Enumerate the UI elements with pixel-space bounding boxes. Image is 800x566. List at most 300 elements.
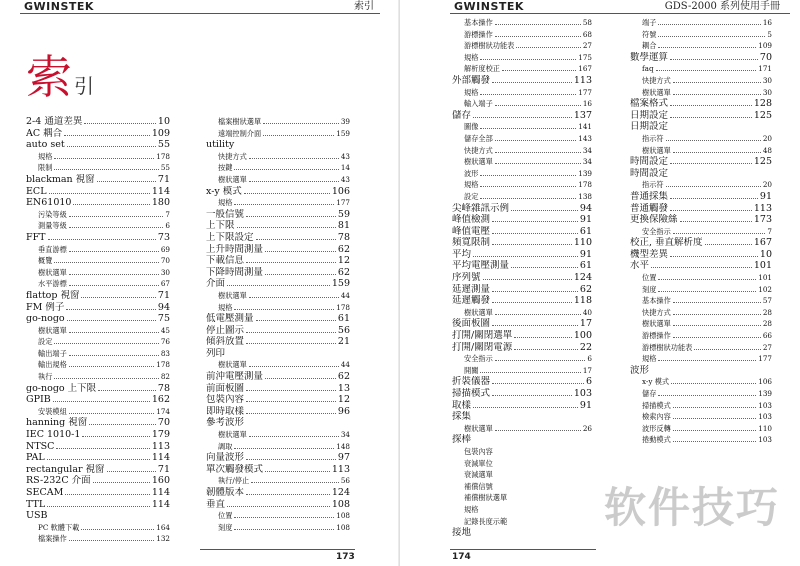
dot-leader — [263, 129, 334, 136]
index-page-ref: 28 — [762, 307, 772, 317]
index-entry — [206, 220, 350, 232]
index-term: 記錄長度示範 — [464, 516, 508, 526]
dot-leader — [492, 237, 572, 245]
index-page-ref: 102 — [758, 284, 772, 294]
index-page-ref: 178 — [578, 180, 592, 190]
dot-leader — [480, 88, 576, 95]
index-subentry — [452, 179, 592, 191]
index-subentry — [630, 29, 772, 41]
dot-leader — [98, 383, 156, 391]
index-term: 解析度校正 — [464, 64, 500, 74]
index-term: 水平游標 — [38, 279, 67, 289]
dot-leader — [49, 186, 150, 194]
index-page-ref: 40 — [582, 307, 592, 317]
index-subentry — [452, 307, 592, 319]
index-term: 列印 — [206, 347, 226, 359]
index-term: 樹狀選單 — [642, 87, 671, 97]
dot-leader — [246, 394, 336, 402]
index-subentry — [452, 423, 592, 435]
dot-leader — [54, 152, 154, 159]
index-subentry — [452, 458, 592, 470]
index-page-ref: 167 — [578, 64, 592, 74]
index-subentry — [206, 475, 350, 487]
index-subentry — [452, 504, 592, 516]
dot-leader — [69, 221, 164, 228]
index-subentry — [630, 376, 772, 388]
index-page-ref: 83 — [160, 348, 170, 358]
index-entry — [206, 406, 350, 418]
index-page-ref: 175 — [578, 52, 592, 62]
index-subentry — [630, 295, 772, 307]
index-subentry — [630, 342, 772, 354]
index-entry — [206, 487, 350, 499]
dot-leader — [81, 523, 154, 530]
index-subentry — [452, 516, 592, 528]
index-term: 韌體版本 — [206, 487, 245, 498]
dot-leader — [93, 475, 150, 483]
index-page-ref: 58 — [582, 18, 592, 27]
index-entry — [206, 244, 350, 256]
index-entry — [452, 318, 592, 330]
index-term: 限制 — [38, 163, 53, 173]
index-term: 補償樹狀選單 — [464, 493, 508, 503]
dot-leader — [69, 407, 155, 414]
dot-leader — [237, 220, 336, 228]
index-entry — [206, 267, 350, 279]
index-term: 時間設定 — [630, 167, 669, 179]
index-entry — [452, 434, 592, 446]
dot-leader — [66, 302, 156, 310]
dot-leader — [492, 318, 578, 326]
index-entry — [452, 295, 592, 307]
index-page-ref: 137 — [573, 109, 592, 121]
dot-leader — [492, 226, 578, 234]
index-subentry — [26, 151, 170, 163]
index-term: 規格 — [464, 504, 479, 514]
index-entry — [452, 260, 592, 272]
index-page-ref: 30 — [762, 75, 772, 85]
index-term: 快捷方式 — [642, 307, 671, 317]
dot-leader — [480, 366, 580, 373]
index-subentry — [26, 406, 170, 418]
index-page-ref: 62 — [337, 266, 350, 278]
dot-leader — [67, 139, 156, 147]
index-page-ref: 6 — [587, 354, 592, 364]
index-page-ref: 30 — [160, 267, 170, 277]
index-page-ref: 108 — [331, 498, 350, 510]
dot-leader — [658, 18, 760, 25]
dot-leader — [473, 110, 572, 118]
index-entry — [26, 197, 170, 209]
index-page-ref: 39 — [340, 117, 350, 126]
index-page-ref: 68 — [582, 29, 592, 39]
index-page-ref: 5 — [767, 29, 772, 39]
index-page-ref: 124 — [331, 487, 350, 498]
index-term: 開關 — [464, 365, 479, 375]
dot-leader — [246, 383, 336, 391]
index-entry — [206, 313, 350, 325]
index-page-ref: 48 — [762, 145, 772, 155]
dot-leader — [658, 389, 756, 396]
index-entry — [630, 168, 772, 180]
index-term: 下降時間測量 — [206, 266, 264, 278]
dot-leader — [673, 412, 757, 419]
index-term: 檔案格式 — [630, 98, 669, 110]
dot-leader — [69, 268, 159, 275]
index-term: 尖峰雜訊示例 — [452, 202, 510, 214]
dot-leader — [673, 227, 766, 234]
index-page-ref: 27 — [582, 41, 592, 51]
index-entry — [452, 214, 592, 226]
index-entry — [26, 139, 170, 151]
index-term: 平均電壓測量 — [452, 260, 510, 272]
index-term: 安全指示 — [642, 226, 671, 236]
index-term: 規格 — [464, 87, 479, 97]
index-page-ref: 97 — [337, 452, 350, 464]
index-term: 延遲測量 — [452, 283, 491, 295]
dot-leader — [671, 377, 756, 384]
header-title-right: GDS-2000 系列使用手冊 — [664, 1, 780, 12]
index-term: 低電壓測量 — [206, 313, 254, 325]
index-term: 游標樹狀功能表 — [464, 41, 515, 51]
dot-leader — [234, 523, 334, 530]
index-entry — [452, 388, 592, 400]
index-term: 包裝內容 — [464, 446, 493, 456]
index-page-ref: 113 — [151, 440, 170, 452]
dot-leader — [673, 319, 761, 326]
index-term: 停止圖示 — [206, 324, 245, 336]
index-entry — [452, 411, 592, 423]
index-term: 水平 — [630, 260, 650, 272]
index-page-ref: 91 — [579, 399, 592, 411]
index-term: IEC 1010-1 — [26, 429, 81, 441]
index-subentry — [630, 411, 772, 423]
index-term: 波形 — [464, 168, 479, 178]
dot-leader — [256, 232, 336, 240]
dot-leader — [495, 157, 581, 164]
index-page-ref: 114 — [151, 487, 170, 498]
gwinstek-logo-right: GWINSTEK — [454, 0, 524, 13]
index-term: 折裝儀器 — [452, 376, 491, 388]
index-subentry — [452, 365, 592, 377]
dot-leader — [84, 116, 156, 124]
dot-leader — [246, 255, 336, 263]
index-subentry — [630, 40, 772, 52]
index-term: 快捷方式 — [642, 75, 671, 85]
dot-leader — [651, 260, 752, 268]
index-subentry — [452, 481, 592, 493]
left-header — [20, 0, 380, 15]
index-page-ref: 106 — [758, 377, 772, 387]
index-term: 波形反轉 — [642, 423, 671, 433]
index-page-ref: 16 — [582, 99, 592, 109]
index-page-ref: 124 — [573, 272, 592, 284]
index-term: 樹狀選單 — [38, 325, 67, 335]
index-page-ref: 78 — [157, 382, 170, 394]
index-entry — [452, 400, 592, 412]
index-entry — [206, 383, 350, 395]
index-subentry — [630, 318, 772, 330]
index-subentry — [206, 162, 350, 174]
index-entry — [26, 464, 170, 476]
index-page-ref: 96 — [337, 405, 350, 417]
index-subentry — [206, 302, 350, 314]
index-term: 波形 — [630, 364, 650, 376]
index-subentry — [26, 209, 170, 221]
index-term: 儲存 — [452, 109, 472, 121]
index-page-ref: 34 — [582, 157, 592, 167]
index-column-right-2 — [630, 17, 772, 446]
index-page-ref: 59 — [337, 208, 350, 220]
dot-leader — [69, 349, 159, 356]
index-entry — [26, 394, 170, 406]
index-entry — [206, 186, 350, 198]
index-subentry — [206, 290, 350, 302]
index-page-ref: 10 — [759, 248, 772, 260]
dot-leader — [480, 53, 576, 60]
dot-leader — [265, 371, 336, 379]
gwinstek-logo: GWINSTEK — [24, 0, 94, 13]
index-entry — [26, 429, 170, 441]
dot-leader — [81, 290, 155, 298]
index-term: 參考波形 — [206, 417, 245, 429]
index-page-ref: 128 — [753, 98, 772, 110]
index-term: 頻寬限制 — [452, 237, 491, 249]
index-term: 外部觸發 — [452, 74, 491, 86]
dot-leader — [54, 337, 158, 344]
index-term: utility — [206, 139, 235, 151]
index-term: 峰值檢測 — [452, 214, 491, 226]
index-term: PC 軟體下載 — [38, 522, 80, 532]
index-page-ref: 103 — [758, 412, 772, 422]
index-term: 介面 — [206, 278, 226, 290]
index-subentry — [630, 17, 772, 29]
index-term: hanning 視窗 — [26, 417, 88, 429]
dot-leader — [666, 134, 761, 141]
index-term: 樹狀選單 — [642, 319, 671, 329]
index-term: 採集 — [452, 411, 472, 423]
index-page-ref: 141 — [578, 122, 592, 132]
index-term: 上下限設定 — [206, 231, 254, 243]
index-subentry — [206, 174, 350, 186]
index-term: 檔案操作 — [38, 534, 67, 544]
index-page-ref: 180 — [151, 197, 170, 209]
dot-leader — [673, 401, 757, 408]
index-page-ref: 71 — [157, 289, 170, 301]
index-term: 傾斜放置 — [206, 336, 245, 348]
index-term: 輸出端子 — [38, 348, 67, 358]
dot-leader — [492, 376, 584, 384]
index-term: 安全指示 — [464, 354, 493, 364]
index-entry — [452, 237, 592, 249]
index-entry — [630, 260, 772, 272]
index-term: 校正, 垂直解析度 — [630, 237, 703, 249]
index-page-ref: 43 — [340, 174, 350, 184]
dot-leader — [65, 487, 150, 495]
index-term: SECAM — [26, 487, 64, 498]
index-term: 打開/關閉電源 — [452, 341, 513, 353]
index-entry — [206, 348, 350, 360]
dot-leader — [495, 424, 581, 431]
index-term: USB — [26, 510, 48, 522]
index-subentry — [630, 330, 772, 342]
index-page-ref: 62 — [337, 243, 350, 255]
index-subentry — [26, 336, 170, 348]
dot-leader — [480, 122, 576, 129]
index-page-ref: 34 — [582, 145, 592, 155]
index-subentry — [452, 98, 592, 110]
index-page-ref: 143 — [578, 133, 592, 143]
index-term: 樹狀選單 — [464, 157, 493, 167]
index-term: 規格 — [38, 151, 53, 161]
index-term: go-nogo — [26, 313, 65, 325]
index-term: 儲存全部 — [464, 133, 493, 143]
dot-leader — [107, 464, 156, 472]
dot-leader — [249, 175, 339, 182]
index-entry — [452, 272, 592, 284]
index-entry — [26, 128, 170, 140]
index-term: 垂直 — [206, 498, 226, 510]
dot-leader — [480, 169, 576, 176]
page-number-left: 173 — [336, 552, 355, 562]
index-page-ref: 159 — [336, 128, 350, 138]
index-term: 樹狀選單 — [218, 290, 247, 300]
index-page-ref: 91 — [759, 190, 772, 202]
dot-leader — [666, 180, 761, 187]
dot-leader — [495, 146, 581, 153]
index-page-ref: 70 — [759, 51, 772, 63]
index-entry — [206, 464, 350, 476]
index-term: 輸出規格 — [38, 360, 67, 370]
dot-leader — [673, 331, 761, 338]
index-term: 樹狀選單 — [218, 430, 247, 440]
dot-leader — [69, 360, 155, 367]
dot-leader — [483, 272, 572, 280]
index-term: 概覽 — [38, 256, 53, 266]
dot-leader — [658, 41, 756, 48]
index-subentry — [26, 371, 170, 383]
dot-leader — [658, 285, 756, 292]
index-page-ref: 177 — [758, 354, 772, 364]
dot-leader — [492, 214, 578, 222]
index-entry — [452, 110, 592, 122]
dot-leader — [514, 330, 572, 338]
dot-leader — [47, 499, 150, 507]
index-page-ref: 44 — [340, 290, 350, 300]
index-entry — [206, 452, 350, 464]
index-page-ref: 114 — [151, 185, 170, 197]
index-page-ref: 12 — [337, 394, 350, 406]
index-entry — [630, 237, 772, 249]
index-column-left-1 — [26, 116, 170, 545]
index-entry — [26, 302, 170, 314]
index-entry — [206, 394, 350, 406]
index-page-ref: 103 — [573, 388, 592, 399]
dot-leader — [495, 354, 586, 361]
dot-leader — [234, 442, 334, 449]
index-term: 上下限 — [206, 220, 235, 232]
index-term: 一般信號 — [206, 208, 245, 220]
dot-leader — [246, 209, 336, 217]
index-entry — [26, 499, 170, 511]
dot-leader — [673, 435, 757, 442]
index-subentry — [26, 244, 170, 256]
index-term: 平均 — [452, 248, 472, 260]
index-page-ref: 7 — [767, 226, 772, 236]
index-term: 向量波形 — [206, 452, 245, 464]
index-term: 符號 — [642, 29, 657, 39]
index-term: 即時取樣 — [206, 405, 245, 417]
index-column-right-1 — [452, 17, 592, 539]
dot-leader — [673, 296, 761, 303]
dot-leader — [246, 325, 336, 333]
index-entry — [206, 371, 350, 383]
dot-leader — [492, 388, 572, 396]
index-term: 樹狀選單 — [642, 145, 671, 155]
index-term: 規格 — [642, 354, 657, 364]
index-page-ref: 34 — [340, 430, 350, 440]
index-page-ref: 44 — [340, 360, 350, 370]
index-page-ref: 30 — [762, 87, 772, 97]
dot-leader — [246, 487, 330, 495]
index-subentry — [452, 40, 592, 52]
index-entry — [206, 325, 350, 337]
dot-leader — [265, 267, 336, 275]
index-page-ref: 14 — [340, 163, 350, 173]
index-term: 游標操作 — [464, 29, 493, 39]
index-page-ref: 45 — [160, 325, 170, 335]
dot-leader — [670, 156, 752, 164]
index-entry — [452, 376, 592, 388]
dot-leader — [694, 343, 761, 350]
index-term: 測量等級 — [38, 221, 67, 231]
dot-leader — [473, 400, 578, 408]
dot-leader — [656, 64, 757, 71]
index-page-ref: 6 — [585, 376, 592, 388]
dot-leader — [495, 134, 577, 141]
index-term: 刻度 — [218, 522, 233, 532]
index-subentry — [26, 359, 170, 371]
index-term: 位置 — [642, 273, 657, 283]
dot-leader — [48, 232, 156, 240]
index-entry — [452, 342, 592, 354]
index-subentry — [452, 63, 592, 75]
index-entry — [26, 313, 170, 325]
dot-leader — [658, 30, 765, 37]
dot-leader — [69, 245, 159, 252]
dot-leader — [234, 511, 334, 518]
index-entry — [206, 278, 350, 290]
index-page-ref: 100 — [573, 330, 592, 342]
index-term: 下載信息 — [206, 255, 245, 267]
index-page-ref: 81 — [337, 220, 350, 232]
index-subentry — [630, 353, 772, 365]
index-subentry — [26, 255, 170, 267]
index-entry — [26, 417, 170, 429]
index-page-ref: 101 — [758, 273, 772, 283]
index-entry — [26, 290, 170, 302]
dot-leader — [495, 99, 581, 106]
dot-leader — [64, 128, 150, 136]
index-term: blackman 視窗 — [26, 173, 95, 185]
index-term: go-nogo 上下限 — [26, 382, 97, 394]
dot-leader — [69, 326, 159, 333]
index-page-ref: 103 — [758, 400, 772, 410]
index-page-ref: 69 — [160, 244, 170, 254]
index-entry — [630, 98, 772, 110]
dot-leader — [47, 452, 150, 460]
index-term: 單次觸發模式 — [206, 463, 264, 475]
